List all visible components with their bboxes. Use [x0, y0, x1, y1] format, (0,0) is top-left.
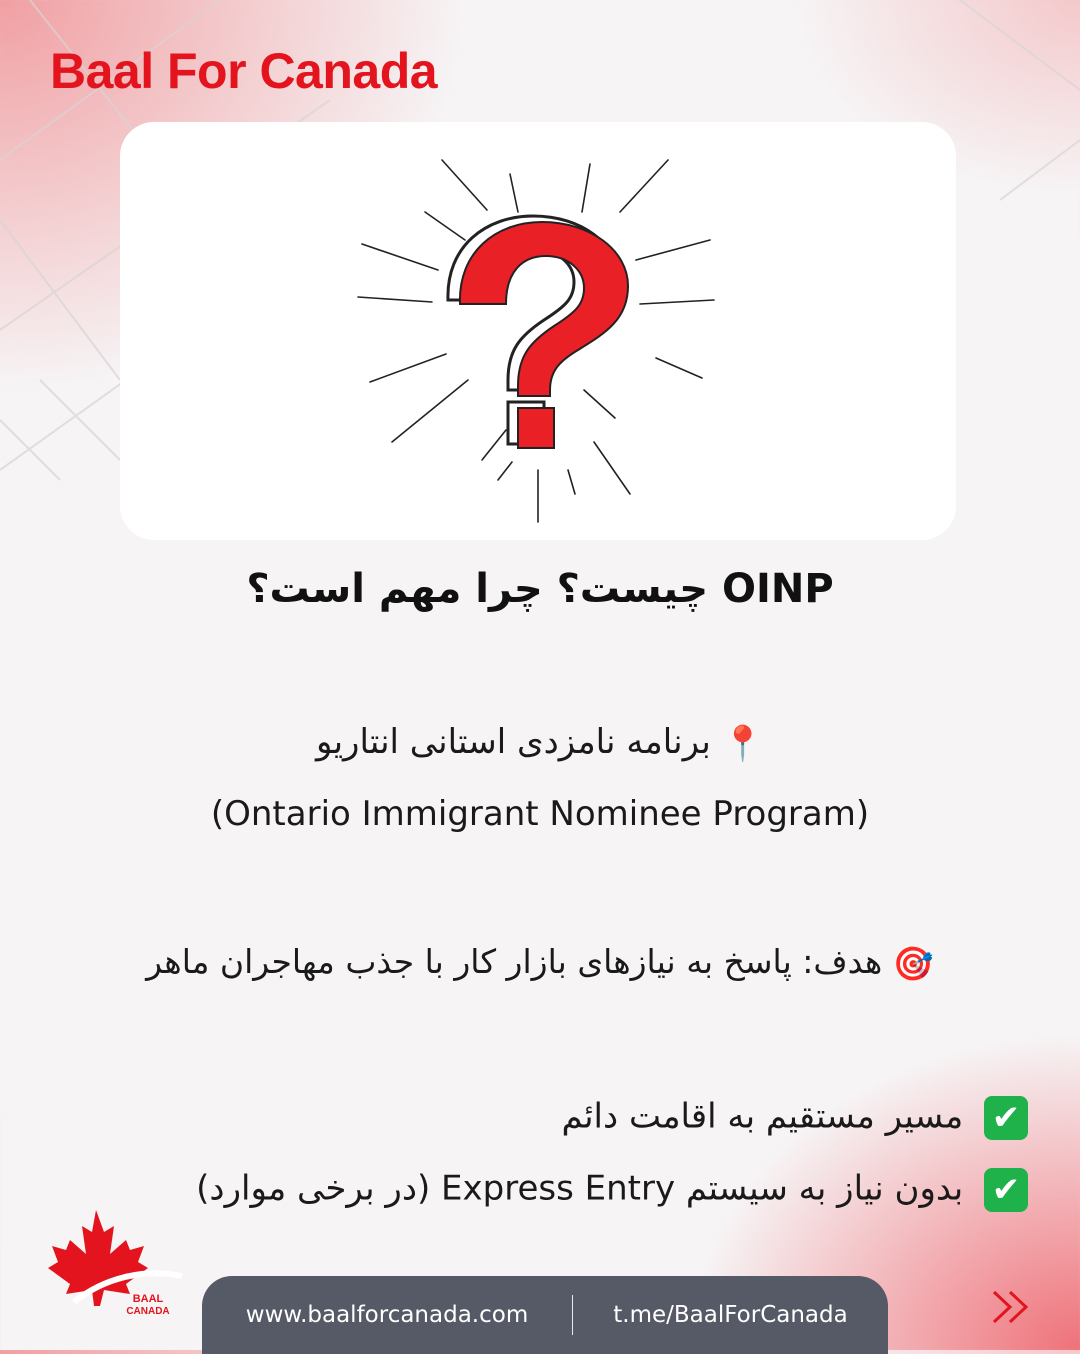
- telegram-link[interactable]: t.me/BaalForCanada: [613, 1302, 848, 1328]
- benefit-item: [561, 1096, 1028, 1140]
- benefit-text: مسیر مستقیم به اقامت دائم: [561, 1096, 964, 1137]
- benefit-item: [196, 1168, 1028, 1212]
- hero-card: [120, 122, 956, 540]
- website-link[interactable]: www.baalforcanada.com: [245, 1302, 529, 1328]
- target-icon: 🎯: [892, 943, 934, 983]
- double-chevron-right-icon[interactable]: [990, 1288, 1034, 1326]
- goal-line: [0, 942, 1080, 984]
- program-en-name: (Ontario Immigrant Nominee Program): [210, 794, 870, 834]
- maple-leaf-icon: [44, 1206, 184, 1316]
- question-mark-icon: [120, 122, 956, 540]
- pin-icon: 📍: [721, 723, 764, 764]
- logo-line2: CANADA: [126, 1306, 170, 1316]
- brand-title: Baal For Canada: [50, 43, 438, 99]
- footer-bar: [202, 1276, 888, 1354]
- program-fa-name: برنامه نامزدی استانی انتاریو: [316, 722, 711, 762]
- program-line: [0, 722, 1080, 764]
- check-icon: ✔: [984, 1168, 1028, 1212]
- check-icon: ✔: [984, 1096, 1028, 1140]
- logo-line1: BAAL: [132, 1293, 164, 1305]
- benefit-text: بدون نیاز به سیستم Express Entry (در برخی موارد): [196, 1168, 964, 1209]
- page-title: OINP چیست؟ چرا مهم است؟: [246, 566, 834, 612]
- goal-text: هدف: پاسخ به نیازهای بازار کار با جذب مهاجران ماهر: [146, 942, 883, 981]
